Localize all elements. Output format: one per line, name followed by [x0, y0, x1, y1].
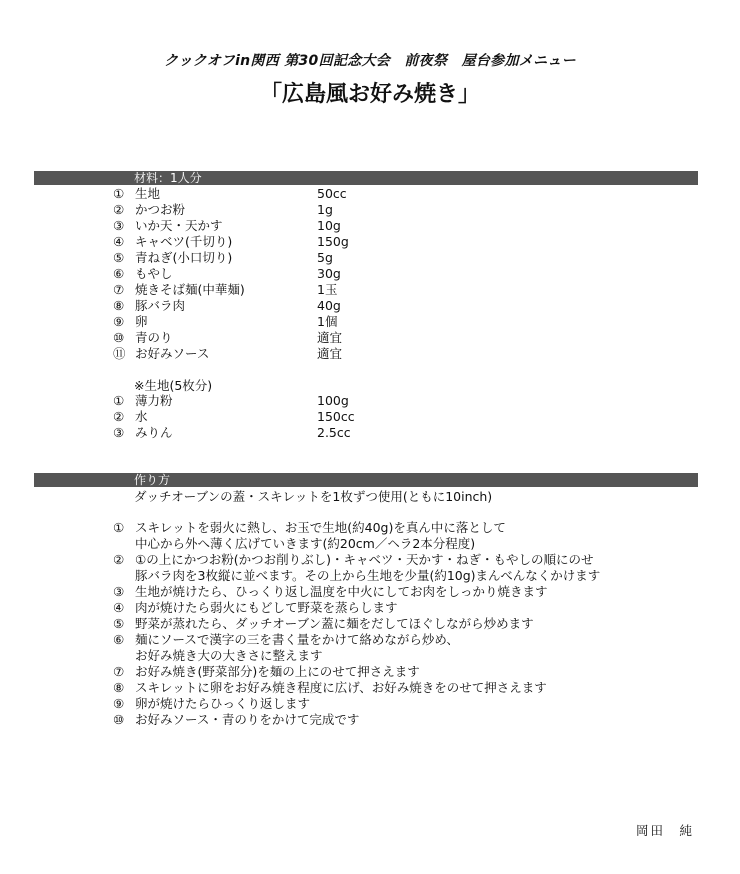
step-text-line: 豚バラ肉を3枚縦に並べます。その上から生地を少量(約10g)まんべんなくかけます [135, 568, 601, 583]
step-number: ⑥ [113, 632, 125, 647]
ingredient-name: 生地 [135, 186, 161, 201]
ingredients-heading: 材料：1人分 [134, 171, 202, 185]
step-number: ② [113, 552, 125, 567]
ingredient-amount: 1個 [317, 314, 338, 329]
ingredient-row [113, 266, 413, 282]
ingredient-name: 卵 [135, 314, 148, 329]
ingredient-name: いか天・天かす [135, 218, 223, 233]
ingredient-amount: 1g [317, 202, 333, 217]
method-heading-bar [34, 473, 698, 487]
ingredient-num: ⑤ [113, 250, 125, 265]
batter-list [113, 393, 413, 441]
step-text-line: 生地が焼けたら、ひっくり返し温度を中火にしてお肉をしっかり焼きます [135, 584, 548, 599]
ingredient-name: お好みソース [135, 346, 210, 361]
ingredient-name: みりん [135, 425, 173, 440]
author-name: 岡田 純 [636, 823, 695, 838]
ingredient-row [113, 234, 413, 250]
step-number: ⑧ [113, 680, 125, 695]
recipe-title: 「広島風お好み焼き」 [259, 82, 480, 107]
step-text-line: 卵が焼けたらひっくり返します [135, 696, 311, 711]
ingredient-num: ① [113, 186, 125, 201]
ingredient-amount: 150g [317, 234, 349, 249]
method-step [113, 664, 600, 680]
ingredients-list [113, 186, 413, 362]
step-number: ⑨ [113, 696, 125, 711]
ingredient-amount: 30g [317, 266, 341, 281]
step-number: ⑩ [113, 712, 125, 727]
method-step [113, 696, 600, 712]
step-text-line: 麺にソースで漢字の三を書く量をかけて絡めながら炒め、 [135, 632, 459, 647]
ingredient-name: もやし [135, 266, 173, 281]
method-step [113, 600, 600, 616]
step-text-line: 中心から外へ薄く広げていきます(約20cm／ヘラ2本分程度) [135, 536, 476, 551]
ingredient-num: ⑪ [113, 346, 126, 361]
step-number: ⑤ [113, 616, 125, 631]
ingredient-num: ① [113, 393, 125, 408]
step-number: ① [113, 520, 125, 535]
ingredient-amount: 適宜 [317, 346, 343, 361]
ingredient-row [113, 425, 413, 441]
ingredients-heading-bar [34, 171, 698, 185]
method-step [113, 712, 600, 728]
step-text-line: スキレットを弱火に熱し、お玉で生地(約40g)を真ん中に落として [135, 520, 506, 535]
step-text-line: 肉が焼けたら弱火にもどして野菜を蒸らします [135, 600, 398, 615]
batter-label: ※生地(5枚分) [134, 378, 213, 393]
ingredient-name: キャベツ(千切り) [135, 234, 233, 249]
ingredient-row [113, 330, 413, 346]
ingredient-num: ③ [113, 218, 125, 233]
ingredient-amount: 1玉 [317, 282, 338, 297]
ingredient-amount: 10g [317, 218, 341, 233]
ingredient-row [113, 202, 413, 218]
method-step [113, 520, 600, 552]
ingredient-num: ② [113, 202, 125, 217]
ingredient-num: ⑥ [113, 266, 125, 281]
equipment-note: ダッチオーブンの蓋・スキレットを1枚ずつ使用(ともに10inch) [134, 489, 493, 504]
event-subtitle: クックオフin関西 第30回記念大会 前夜祭 屋台参加メニュー [163, 53, 576, 69]
step-text-line: お好み焼き(野菜部分)を麺の上にのせて押さえます [135, 664, 420, 679]
method-steps [113, 520, 600, 728]
ingredient-amount: 5g [317, 250, 333, 265]
method-step [113, 616, 600, 632]
method-step [113, 632, 600, 664]
method-step [113, 680, 600, 696]
ingredient-row [113, 218, 413, 234]
ingredient-row [113, 298, 413, 314]
ingredient-amount: 150cc [317, 409, 355, 424]
step-text-line: お好み焼き大の大きさに整えます [135, 648, 323, 663]
ingredient-amount: 50cc [317, 186, 347, 201]
ingredient-row [113, 393, 413, 409]
ingredient-amount: 40g [317, 298, 341, 313]
step-number: ④ [113, 600, 125, 615]
ingredient-row [113, 409, 413, 425]
ingredient-name: 水 [135, 409, 148, 424]
ingredient-name: 焼きそば麺(中華麺) [135, 282, 245, 297]
step-text-line: ①の上にかつお粉(かつお削りぶし)・キャベツ・天かす・ねぎ・もやしの順にのせ [135, 552, 594, 567]
ingredient-row [113, 314, 413, 330]
ingredient-amount: 100g [317, 393, 349, 408]
ingredient-num: ⑨ [113, 314, 125, 329]
ingredient-num: ③ [113, 425, 125, 440]
method-step [113, 552, 600, 584]
ingredient-num: ⑩ [113, 330, 125, 345]
ingredient-num: ⑧ [113, 298, 125, 313]
ingredient-row [113, 346, 413, 362]
ingredient-num: ⑦ [113, 282, 125, 297]
method-step [113, 584, 600, 600]
ingredient-amount: 適宜 [317, 330, 343, 345]
ingredient-row [113, 250, 413, 266]
ingredient-row [113, 186, 413, 202]
ingredient-name: 薄力粉 [135, 393, 173, 408]
ingredient-num: ④ [113, 234, 125, 249]
step-text-line: お好みソース・青のりをかけて完成です [135, 712, 360, 727]
step-number: ③ [113, 584, 125, 599]
ingredient-row [113, 282, 413, 298]
ingredient-name: 豚バラ肉 [135, 298, 186, 313]
method-heading: 作り方 [134, 473, 171, 487]
step-text-line: 野菜が蒸れたら、ダッチオーブン蓋に麺をだしてほぐしながら炒めます [135, 616, 534, 631]
ingredient-name: 青のり [135, 330, 173, 345]
ingredient-name: かつお粉 [135, 202, 186, 217]
step-number: ⑦ [113, 664, 125, 679]
ingredient-amount: 2.5cc [317, 425, 351, 440]
step-text-line: スキレットに卵をお好み焼き程度に広げ、お好み焼きをのせて押さえます [135, 680, 547, 695]
ingredient-name: 青ねぎ(小口切り) [135, 250, 233, 265]
ingredient-num: ② [113, 409, 125, 424]
